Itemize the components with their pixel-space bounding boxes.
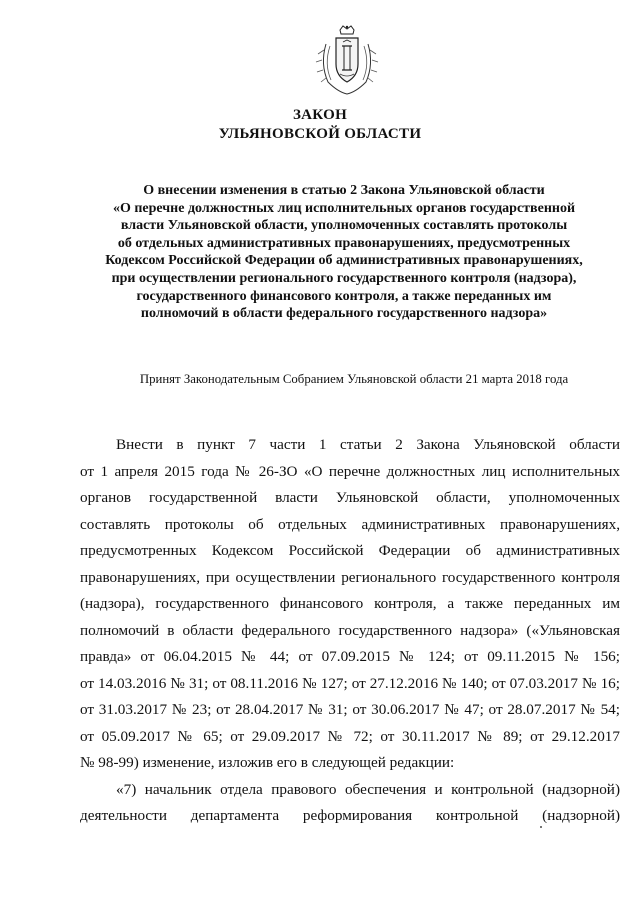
body-line: (надзора), государственного финансового контроля, а также переданных им [80, 595, 620, 612]
law-heading: ЗАКОН [292, 107, 348, 123]
subject-line: при осуществлении регионального государственного контроля (надзора), [111, 270, 577, 286]
body-line: № 98-99) изменение, изложив его в следующей редакции: [80, 754, 455, 771]
body-line: полномочий в области федерального государственного надзора» («Ульяновская [80, 621, 620, 639]
subject-line: Кодексом Российской Федерации об административных правонарушениях, [105, 253, 583, 269]
body-line: предусмотренных Кодексом Российской Федерации об административных [80, 542, 620, 559]
subject-line: об отдельных административных правонарушениях, предусмотренных [117, 235, 571, 251]
body-line: от 31.03.2017 № 23; от 28.04.2017 № 31; от 30.06.2017 № 47; от 28.07.2017 № 54; [80, 701, 620, 718]
body-line: от 1 апреля 2015 года № 26-ЗО «О перечне должностных лиц исполнительных [80, 462, 620, 480]
law-body [80, 432, 620, 830]
body-line: Внести в пункт 7 части 1 статьи 2 Закона Ульяновской области [116, 436, 620, 453]
body-line: составлять протоколы об отдельных административных правонарушениях, [80, 515, 620, 533]
law-subject [80, 182, 608, 323]
subject-line: «О перечне должностных лиц исполнительных органов государственной [112, 200, 576, 216]
subject-line: власти Ульяновской области, уполномоченных составлять протоколы [120, 218, 568, 234]
body-line: от 05.09.2017 № 65; от 29.09.2017 № 72; от 30.11.2017 № 89; от 29.12.2017 [80, 727, 620, 745]
body-line: «7) начальник отдела правового обеспечения и контрольной (надзорной) [116, 780, 620, 798]
body-line: правонарушениях, при осуществлении регионального государственного контроля [80, 568, 620, 586]
subject-line: О внесении изменения в статью 2 Закона Ульяновской области [143, 183, 545, 198]
adoption-note: Принят Законодательным Собранием Ульяновской области 21 марта 2018 года [139, 372, 569, 386]
law-region: УЛЬЯНОВСКОЙ ОБЛАСТИ [218, 126, 422, 142]
subject-line: полномочий в области федерального государственного надзора» [140, 306, 548, 322]
scan-speck [540, 826, 542, 828]
coat-of-arms-icon [312, 24, 382, 96]
subject-line: государственного финансового контроля, а также переданных им [136, 288, 552, 304]
body-line: деятельности департамента реформирования контрольной (надзорной) [80, 807, 620, 824]
body-line: органов государственной власти Ульяновской области, уполномоченных [80, 489, 620, 506]
body-line: правда» от 06.04.2015 № 44; от 07.09.2015 № 124; от 09.11.2015 № 156; [80, 648, 620, 665]
body-line: от 14.03.2016 № 31; от 08.11.2016 № 127; от 27.12.2016 № 140; от 07.03.2017 № 16; [80, 674, 620, 692]
